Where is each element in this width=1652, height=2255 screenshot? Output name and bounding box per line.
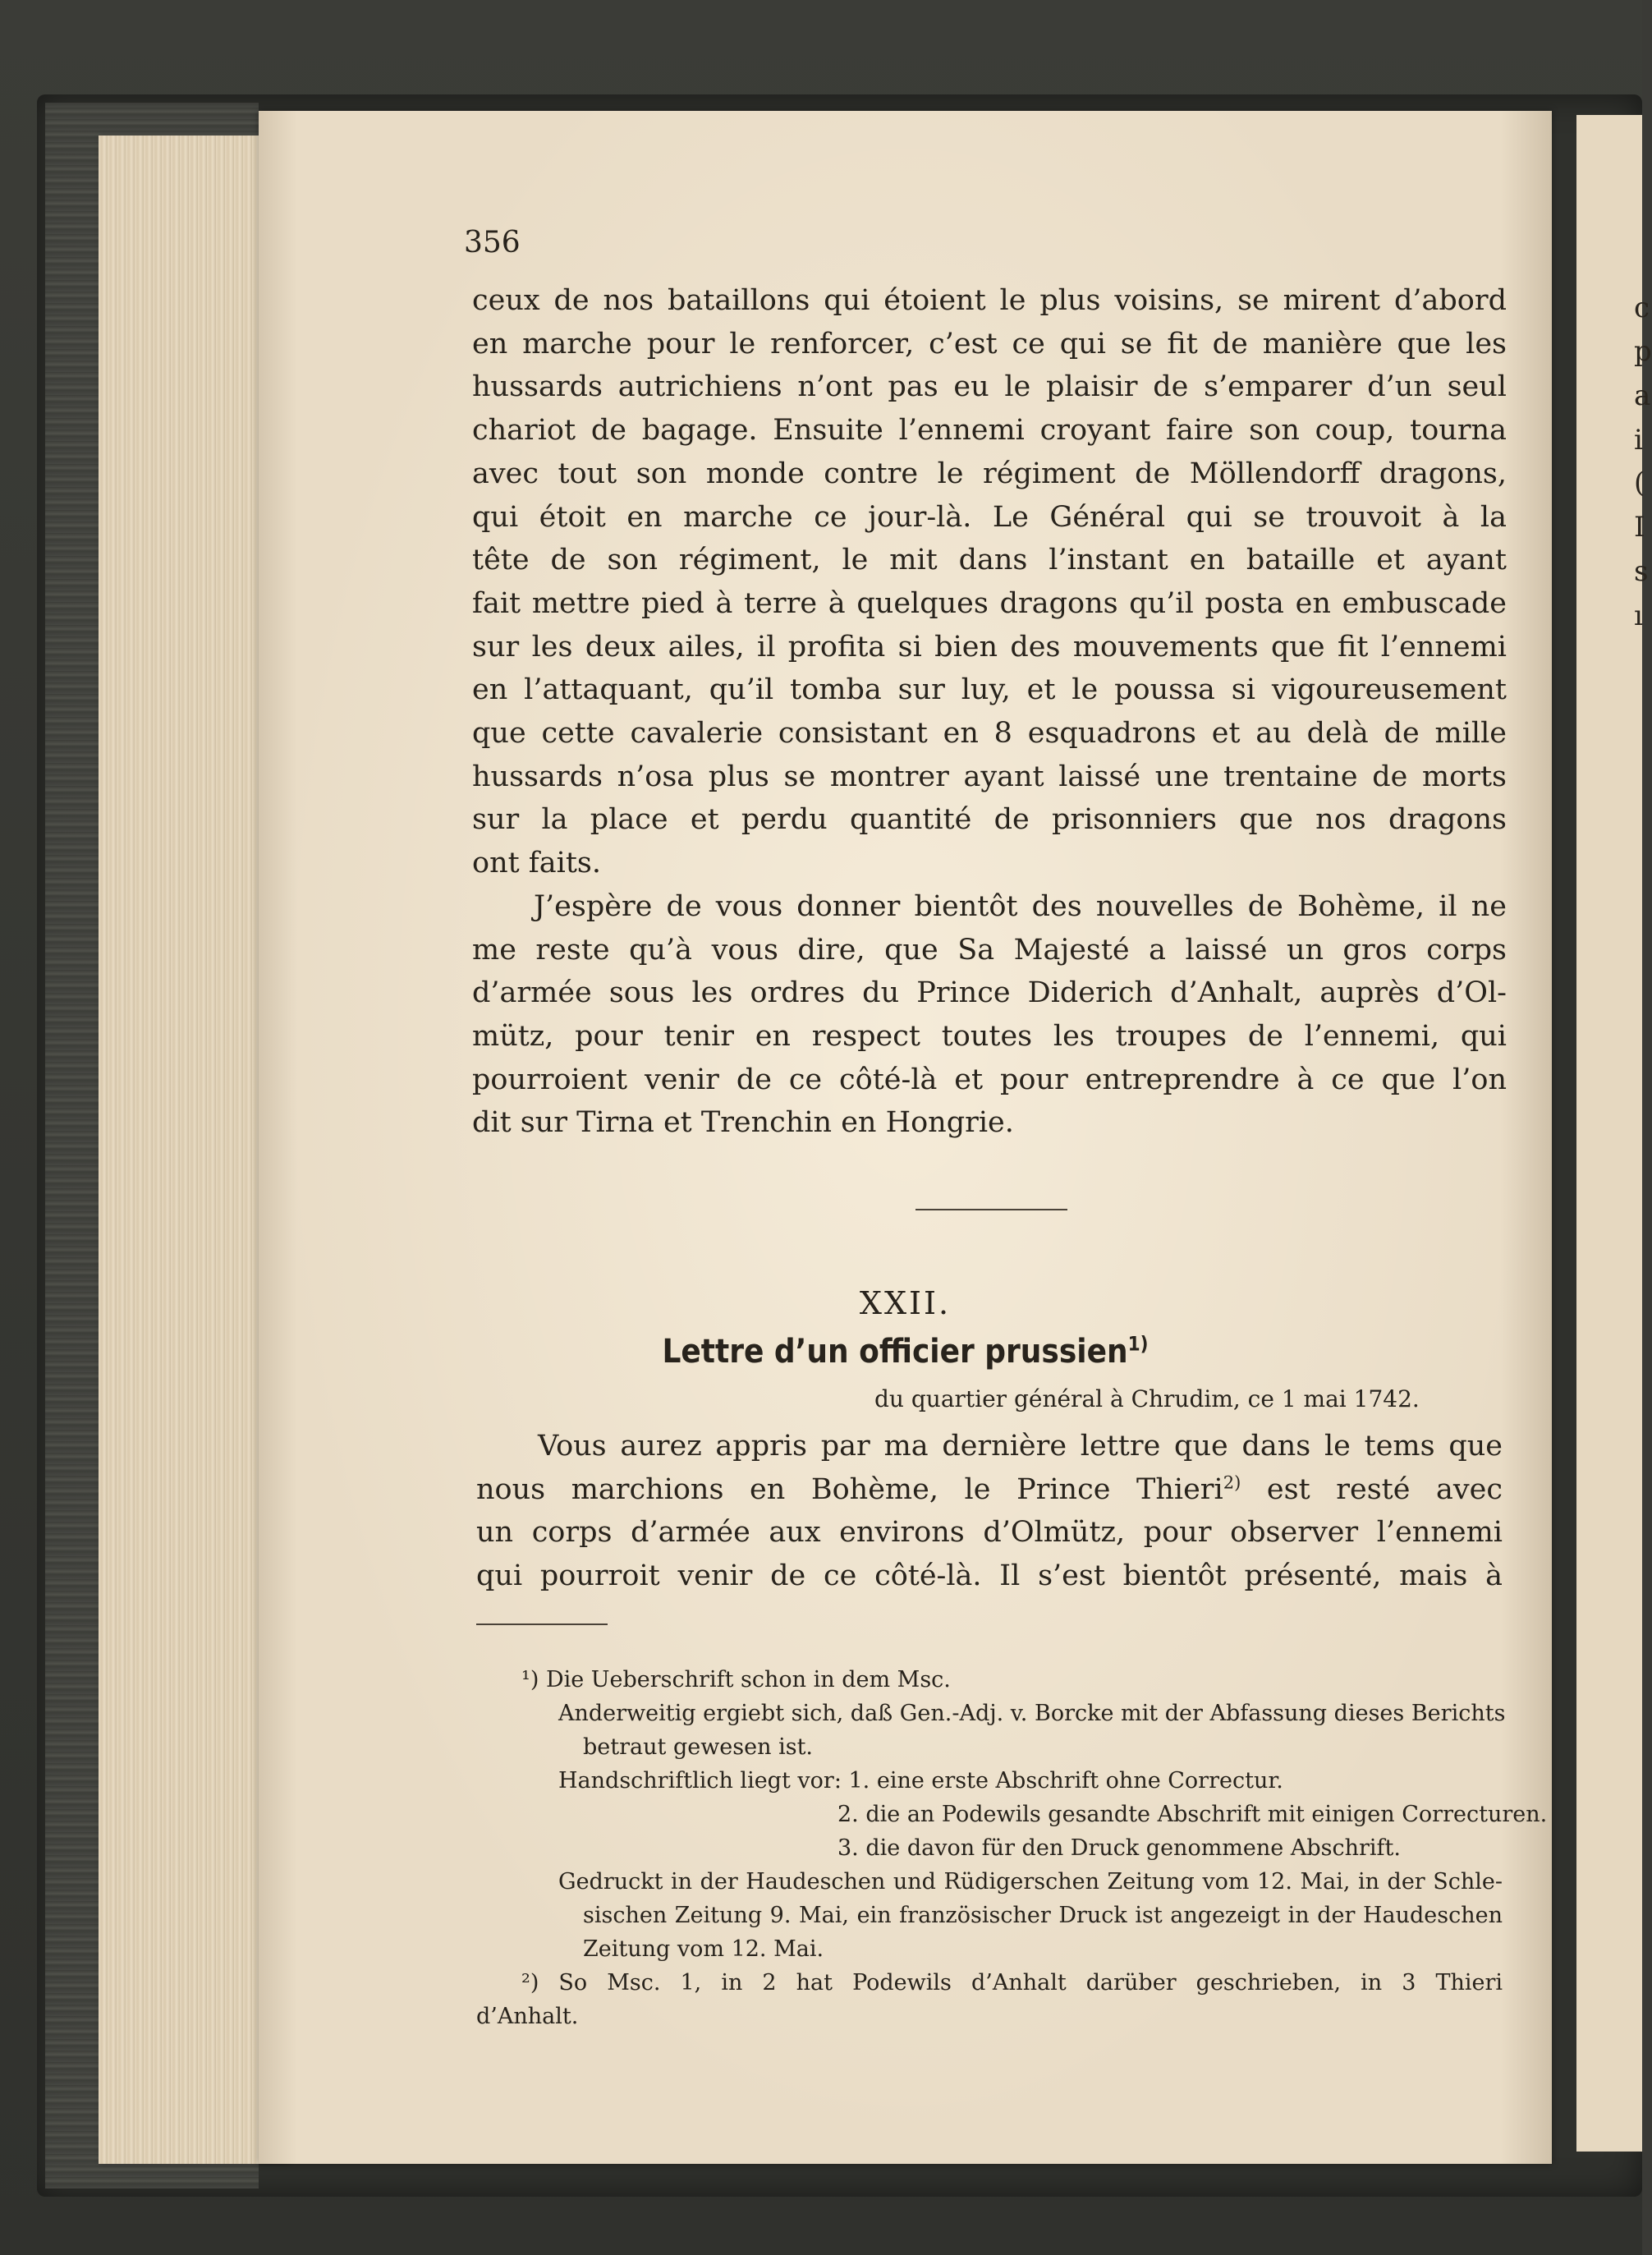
text-line: [476, 1468, 1503, 1512]
text-line: mütz, pour tenir en respect toutes les troupes de l’ennemi, qui: [472, 1019, 1507, 1053]
text-line: sur les deux ailes, il profita si bien des mouvements que fit l’ennemi: [472, 630, 1507, 664]
footnote-line: sischen Zeitung 9. Mai, ein französischer Druck ist angezeigt in der Haudeschen: [583, 1903, 1503, 1928]
section-numeral: XXII.: [859, 1285, 952, 1321]
footnote-line: ²) So Msc. 1, in 2 hat Podewils d’Anhalt darüber geschrieben, in 3 Thieri: [521, 1970, 1503, 1996]
footnote-line: ¹) Die Ueberschrift schon in dem Msc.: [521, 1667, 951, 1692]
facing-page-fragment: p: [1634, 335, 1652, 368]
text-line: ont faits.: [472, 847, 601, 880]
footnote-rule: [476, 1624, 608, 1625]
text-line: Vous aurez appris par ma dernière lettre que dans le tems que: [538, 1430, 1503, 1463]
text-line: hussards autrichiens n’ont pas eu le plaisir de s’emparer d’un seul: [472, 370, 1507, 404]
footnote-line: 2. die an Podewils gesandte Abschrift mit einigen Correcturen.: [837, 1802, 1548, 1827]
footnote-ref: 1): [1127, 1332, 1149, 1356]
facing-page-edge: [1576, 115, 1652, 2152]
facing-page-fragment: a: [1634, 379, 1651, 412]
footnote-line: d’Anhalt.: [476, 2004, 579, 2029]
text-fragment: est resté avec: [1241, 1472, 1503, 1506]
page-number: 356: [464, 226, 521, 259]
footnote-line: Zeitung vom 12. Mai.: [583, 1936, 824, 1962]
text-line: chariot de bagage. Ensuite l’ennemi croyant faire son coup, tourna: [472, 414, 1507, 448]
letter-title-text: Lettre d’un officier prussien: [662, 1333, 1128, 1371]
text-line: d’armée sous les ordres du Prince Diderich d’Anhalt, auprès d’Ol-: [472, 976, 1507, 1010]
footnote-line: Gedruckt in der Haudeschen und Rüdigerschen Zeitung vom 12. Mai, in der Schle-: [558, 1869, 1503, 1894]
facing-page-fragment: (: [1634, 466, 1645, 499]
text-line: qui pourroit venir de ce côté-là. Il s’est bientôt présenté, mais à: [476, 1559, 1503, 1592]
letter-body: [476, 1425, 1503, 1597]
facing-page-fragment: s: [1634, 555, 1649, 588]
facing-page-fragment: ı: [1634, 599, 1643, 632]
text-line: un corps d’armée aux environs d’Olmütz, pour observer l’ennemi: [476, 1516, 1503, 1549]
text-line: avec tout son monde contre le régiment de Möllendorff dragons,: [472, 457, 1507, 490]
footnote-ref: 2): [1223, 1472, 1241, 1492]
letter-title: [259, 1333, 1552, 1371]
text-line: pourroient venir de ce côté-là et pour entreprendre à ce que l’on: [472, 1063, 1507, 1096]
text-line: J’espère de vous donner bientôt des nouvelles de Bohème, il ne: [534, 889, 1507, 923]
text-line: tête de son régiment, le mit dans l’instant en bataille et ayant: [472, 544, 1507, 577]
text-line: dit sur Tirna et Trenchin en Hongrie.: [472, 1106, 1014, 1140]
text-line: fait mettre pied à terre à quelques dragons qu’il posta en embuscade: [472, 586, 1507, 620]
letter-dateline: du quartier général à Chrudim, ce 1 mai 1742.: [874, 1385, 1420, 1412]
text-line: ceux de nos bataillons qui étoient le plus voisins, se mirent d’abord: [472, 284, 1507, 317]
text-line: que cette cavalerie consistant en 8 esquadrons et au delà de mille: [472, 717, 1507, 751]
book-page: [259, 111, 1552, 2164]
text-fragment: nous marchions en Bohème, le Prince Thieri: [476, 1472, 1223, 1506]
footnote-line: betraut gewesen ist.: [583, 1734, 814, 1760]
section-divider: [915, 1209, 1067, 1210]
text-line: en l’attaquant, qu’il tomba sur luy, et le poussa si vigoureusement: [472, 673, 1507, 707]
body-text: [472, 279, 1507, 1145]
text-line: en marche pour le renforcer, c’est ce qui se fit de manière que les: [472, 327, 1507, 361]
footnote-line: Handschriftlich liegt vor: 1. eine erste Abschrift ohne Correctur.: [558, 1768, 1283, 1793]
facing-page-fragment: c: [1634, 292, 1650, 324]
footnote-line: Anderweitig ergiebt sich, daß Gen.-Adj. v. Borcke mit der Abfassung dieses Berichts: [558, 1701, 1506, 1726]
text-line: sur la place et perdu quantité de prisonniers que nos dragons: [472, 803, 1507, 837]
footnote-line: 3. die davon für den Druck genommene Abschrift.: [837, 1835, 1401, 1861]
text-line: me reste qu’à vous dire, que Sa Majesté a laissé un gros corps: [472, 933, 1507, 967]
text-line: hussards n’osa plus se montrer ayant laissé une trentaine de morts: [472, 760, 1507, 793]
text-line: qui étoit en marche ce jour-là. Le Général qui se trouvoit à la: [472, 500, 1507, 534]
footnotes: [476, 1663, 1548, 2033]
facing-page-fragment: I: [1634, 511, 1645, 544]
facing-page-fragment: i: [1634, 424, 1643, 457]
